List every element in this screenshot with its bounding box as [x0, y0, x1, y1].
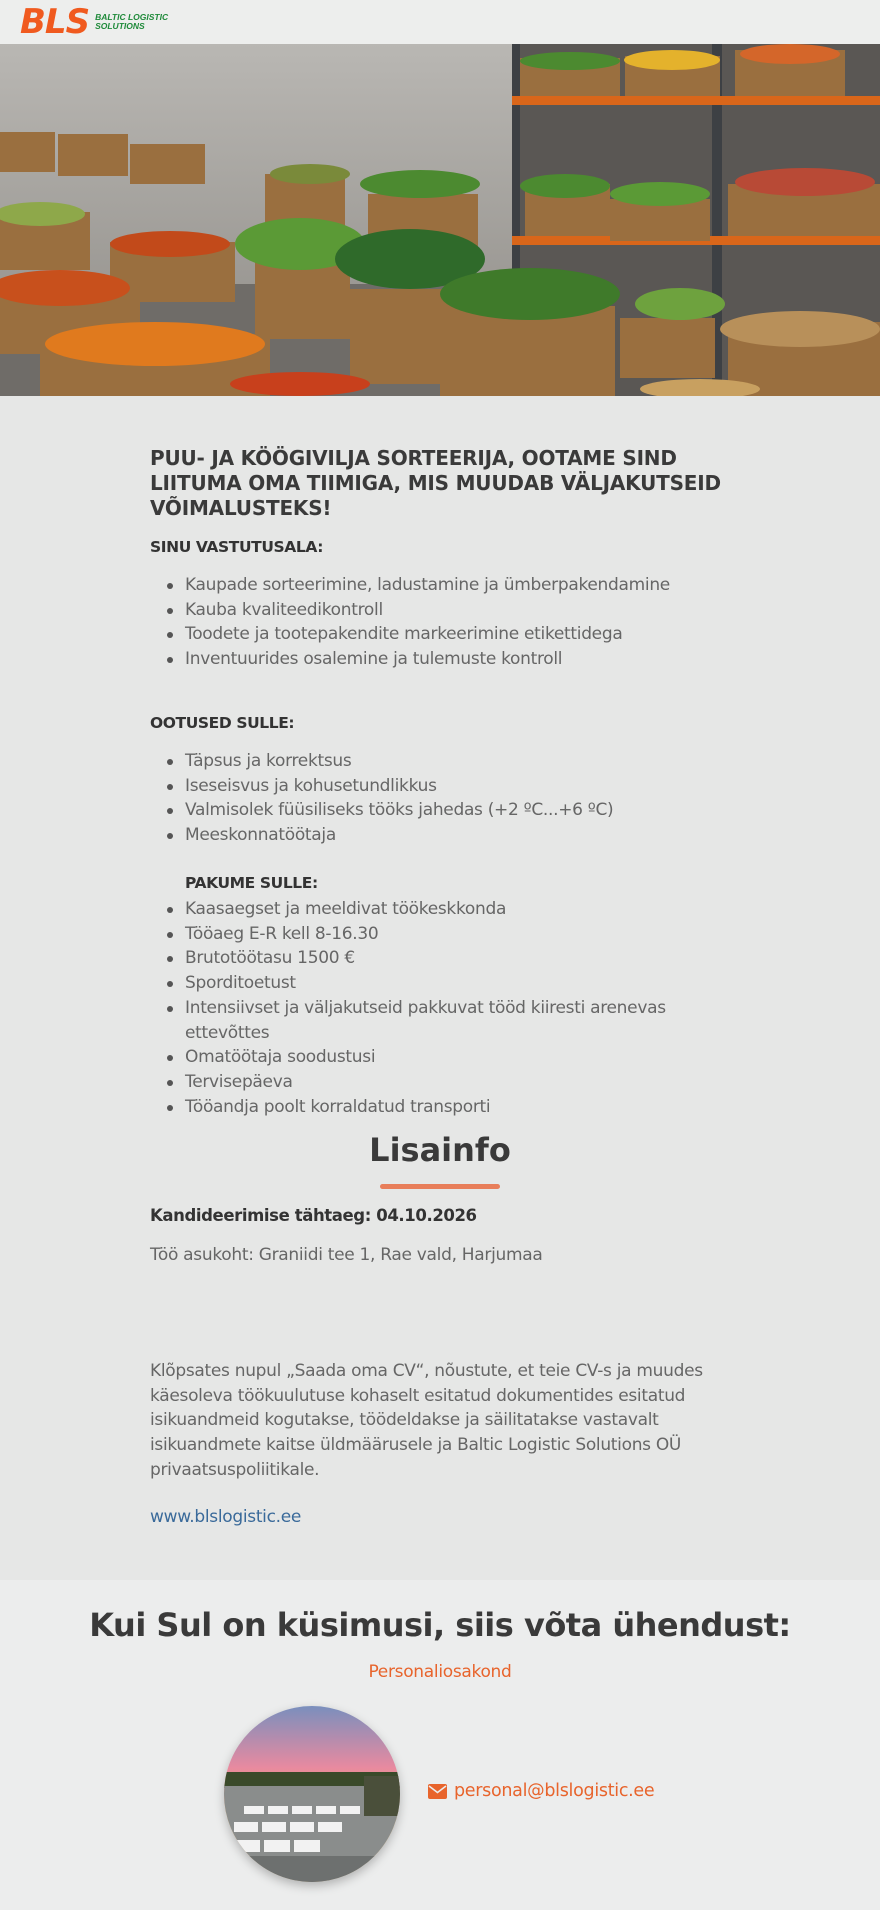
heading-underline — [380, 1184, 500, 1189]
info-heading: Lisainfo — [369, 1131, 511, 1169]
list-item: Omatöötaja soodustusi — [185, 1045, 730, 1070]
envelope-icon — [428, 1784, 447, 1799]
contact-email: personal@blslogistic.ee — [454, 1781, 655, 1801]
responsibilities-heading: SINU VASTUTUSALA: — [150, 538, 324, 556]
list-item: Intensiivset ja väljakutseid pakkuvat tööd kiiresti arenevas ettevõttes — [185, 996, 730, 1045]
list-item: Meeskonnatöötaja — [185, 823, 730, 848]
logo-text — [95, 13, 168, 31]
website-link[interactable]: www.blslogistic.ee — [150, 1507, 302, 1527]
expectations-list — [185, 749, 730, 848]
site-header — [0, 0, 880, 44]
offers-list — [185, 897, 730, 1119]
job-title: PUU- JA KÖÖGIVILJA SORTEERIJA, OOTAME SIND LIITUMA OMA TIIMIGA, MIS MUUDAB VÄLJAKUTSEID VÕIMALUSTEKS! — [150, 446, 721, 520]
list-item: Sporditoetust — [185, 971, 730, 996]
logo-text-line1: BALTIC LOGISTIC — [95, 12, 169, 22]
list-item: Tööandja poolt korraldatud transporti — [185, 1095, 730, 1120]
list-item: Kaasaegset ja meeldivat töökeskkonda — [185, 897, 730, 922]
logo-text-line2: SOLUTIONS — [95, 21, 145, 31]
list-item: Toodete ja tootepakendite markeerimine etikettidega — [185, 622, 730, 647]
hero-image — [0, 44, 880, 396]
work-location: Töö asukoht: Graniidi tee 1, Rae vald, Harjumaa — [150, 1245, 543, 1265]
list-item: Tervisepäeva — [185, 1070, 730, 1095]
contact-title: Kui Sul on küsimusi, siis võta ühendust: — [89, 1606, 791, 1644]
application-deadline: Kandideerimise tähtaeg: 04.10.2026 — [150, 1206, 477, 1225]
list-item: Brutotöötasu 1500 € — [185, 946, 730, 971]
list-item: Inventuurides osalemine ja tulemuste kontroll — [185, 647, 730, 672]
list-item: Valmisolek füüsiliseks tööks jahedas (+2 ºC...+6 ºC) — [185, 798, 730, 823]
logo-mark: BLS — [20, 2, 90, 42]
expectations-heading: OOTUSED SULLE: — [150, 714, 295, 732]
offers-heading: PAKUME SULLE: — [185, 874, 318, 892]
contact-email-link[interactable] — [428, 1781, 654, 1801]
responsibilities-list — [185, 573, 730, 672]
list-item: Kaupade sorteerimine, ladustamine ja ümberpakendamine — [185, 573, 730, 598]
company-logo[interactable] — [20, 3, 168, 41]
list-item: Kauba kvaliteedikontroll — [185, 598, 730, 623]
contact-section — [0, 1580, 880, 1910]
list-item: Täpsus ja korrektsus — [185, 749, 730, 774]
contact-department: Personaliosakond — [368, 1662, 512, 1682]
list-item: Iseseisvus ja kohusetundlikkus — [185, 774, 730, 799]
contact-photo — [224, 1706, 400, 1882]
list-item: Tööaeg E-R kell 8-16.30 — [185, 922, 730, 947]
consent-text: Klõpsates nupul „Saada oma CV“, nõustute, et teie CV-s ja muudes käesoleva töökuulutuse kohaselt esitatud dokumentides esitatud isikuandmeid kogutakse, töödeldakse ja säilitatakse vastavalt isikuandmete kaitse üldmäärusele ja Baltic Logistic Solutions OÜ privaatsuspoliitikale. — [150, 1361, 703, 1480]
